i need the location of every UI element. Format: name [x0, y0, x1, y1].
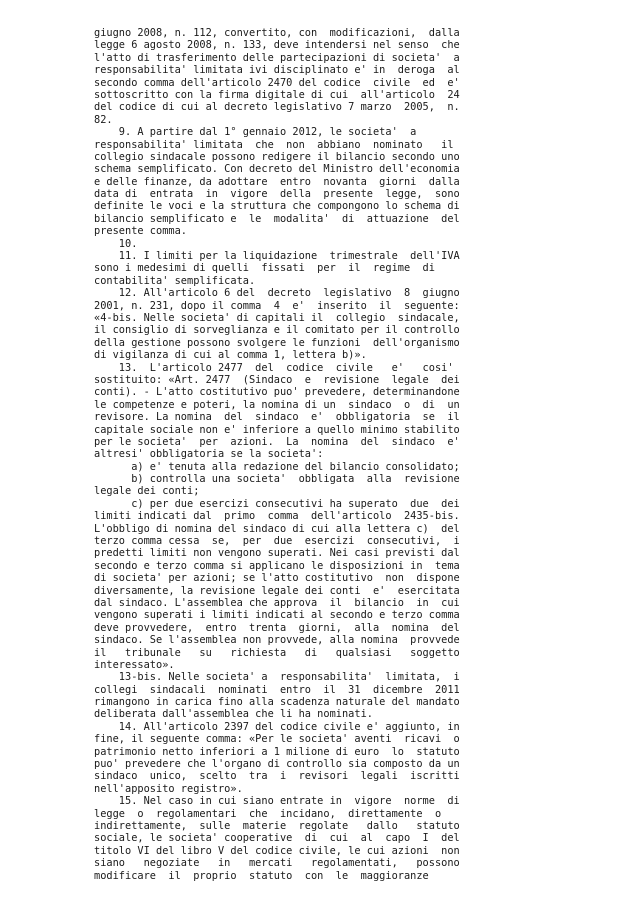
text-line: legale dei conti; [94, 485, 200, 498]
text-line: titolo VI del libro V del codice civile, le cui azioni non [94, 844, 460, 857]
text-line: deve provvedere, entro trenta giorni, alla nomina del [94, 621, 460, 634]
text-line: data di entrata in vigore della presente legge, sono [94, 188, 460, 201]
text-line: sottoscritto con la firma digitale di cui all'articolo 24 [94, 88, 460, 101]
text-line: le competenze e poteri, la nomina di un sindaco o di un [94, 398, 460, 411]
text-line: 13. L'articolo 2477 del codice civile e' cosi' [94, 361, 454, 374]
text-line: il consiglio di sorveglianza e il comitato per il controllo [94, 324, 460, 337]
text-line: interessato». [94, 658, 175, 671]
text-line: 12. All'articolo 6 del decreto legislativo 8 giugno [94, 287, 460, 300]
text-line: b) controlla una societa' obbligata alla revisione [94, 473, 460, 486]
text-line: 15. Nel caso in cui siano entrate in vigore norme di [94, 795, 460, 808]
text-line: c) per due esercizi consecutivi ha superato due dei [94, 497, 460, 510]
text-line: schema semplificato. Con decreto del Ministro dell'economia [94, 163, 460, 176]
text-line: sostituito: «Art. 2477 (Sindaco e revisione legale dei [94, 373, 460, 386]
text-line: altresi' obbligatoria se la societa': [94, 448, 324, 461]
text-line: deliberata dall'assemblea che li ha nominati. [94, 708, 373, 721]
text-line: definite le voci e la struttura che compongono lo schema di [94, 200, 460, 213]
text-line: legge o regolamentari che incidano, direttamente o [94, 807, 442, 820]
text-line: puo' prevedere che l'organo di controllo sia composto da un [94, 758, 460, 771]
text-line: fine, il seguente comma: «Per le societa' aventi ricavi o [94, 733, 460, 746]
text-line: 13-bis. Nelle societa' a responsabilita' limitata, i [94, 671, 460, 684]
text-line: collegio sindacale possono redigere il bilancio secondo uno [94, 150, 460, 163]
text-line: 82. [94, 113, 113, 126]
text-line: sono i medesimi di quelli fissati per il regime di [94, 262, 435, 275]
text-line: collegi sindacali nominati entro il 31 dicembre 2011 [94, 683, 460, 696]
document-body [94, 27, 564, 882]
text-line: di societa' per azioni; se l'atto costitutivo non dispone [94, 572, 460, 585]
text-line: modificare il proprio statuto con le maggioranze [94, 869, 429, 882]
text-line: della gestione possono svolgere le funzioni dell'organismo [94, 336, 460, 349]
text-line: sindaco. Se l'assemblea non provvede, alla nomina provvede [94, 634, 460, 647]
text-line: revisore. La nomina del sindaco e' obbligatoria se il [94, 411, 460, 424]
text-line: 9. A partire dal 1° gennaio 2012, le societa' a [94, 126, 417, 139]
text-line: dal sindaco. L'assemblea che approva il bilancio in cui [94, 596, 460, 609]
text-line: indirettamente, sulle materie regolate dallo statuto [94, 820, 460, 832]
text-line: del codice di cui al decreto legislativo 7 marzo 2005, n. [94, 101, 460, 114]
text-line: giugno 2008, n. 112, convertito, con modificazioni, dalla [94, 27, 460, 39]
text-line: sociale, le societa' cooperative di cui al capo I del [94, 832, 460, 845]
text-line: nell'apposito registro». [94, 782, 243, 795]
text-line: patrimonio netto inferiori a 1 milione di euro lo statuto [94, 745, 460, 758]
text-line: il tribunale su richiesta di qualsiasi soggetto [94, 646, 460, 659]
text-line: contabilita' semplificata. [94, 274, 256, 287]
text-line: terzo comma cessa se, per due esercizi consecutivi, i [94, 535, 460, 548]
text-line: secondo e terzo comma si applicano le disposizioni in tema [94, 559, 460, 572]
text-line: per le societa' per azioni. La nomina del sindaco e' [94, 435, 460, 448]
text-line: predetti limiti non vengono superati. Nei casi previsti dal [94, 547, 460, 560]
text-line: «4-bis. Nelle societa' di capitali il collegio sindacale, [94, 311, 460, 324]
text-line: sindaco unico, scelto tra i revisori legali iscritti [94, 770, 460, 783]
text-line: capitale sociale non e' inferiore a quello minimo stabilito [94, 423, 460, 436]
text-line: e delle finanze, da adottare entro novanta giorni dalla [94, 175, 460, 188]
text-line: legge 6 agosto 2008, n. 133, deve intendersi nel senso che [94, 39, 460, 52]
text-line: L'obbligo di nomina del sindaco di cui alla lettera c) del [94, 522, 460, 535]
text-line: conti). - L'atto costitutivo puo' prevedere, determinandone [94, 386, 460, 399]
text-line: secondo comma dell'articolo 2470 del codice civile ed e' [94, 76, 460, 89]
text-line: 14. All'articolo 2397 del codice civile e' aggiunto, in [94, 720, 460, 733]
text-line: l'atto di trasferimento delle partecipazioni di societa' a [94, 51, 460, 64]
text-line: 11. I limiti per la liquidazione trimestrale dell'IVA [94, 250, 460, 263]
text-line: 2001, n. 231, dopo il comma 4 e' inserito il seguente: [94, 299, 460, 312]
text-line: vengono superati i limiti indicati al secondo e terzo comma [94, 609, 460, 622]
text-line: presente comma. [94, 225, 187, 238]
text-line: limiti indicati dal primo comma dell'articolo 2435-bis. [94, 510, 460, 523]
text-line: a) e' tenuta alla redazione del bilancio consolidato; [94, 460, 460, 473]
text-line: bilancio semplificato e le modalita' di attuazione del [94, 212, 460, 225]
text-line: 10. [94, 237, 138, 250]
text-line: rimangono in carica fino alla scadenza naturale del mandato [94, 696, 460, 709]
text-line: responsabilita' limitata che non abbiano nominato il [94, 138, 454, 151]
text-line: responsabilita' limitata ivi disciplinato e' in deroga al [94, 64, 460, 77]
text-line: diversamente, la revisione legale dei conti e' esercitata [94, 584, 460, 597]
text-line: di vigilanza di cui al comma 1, lettera b)». [94, 349, 367, 362]
text-line: siano negoziate in mercati regolamentati, possono [94, 857, 460, 870]
